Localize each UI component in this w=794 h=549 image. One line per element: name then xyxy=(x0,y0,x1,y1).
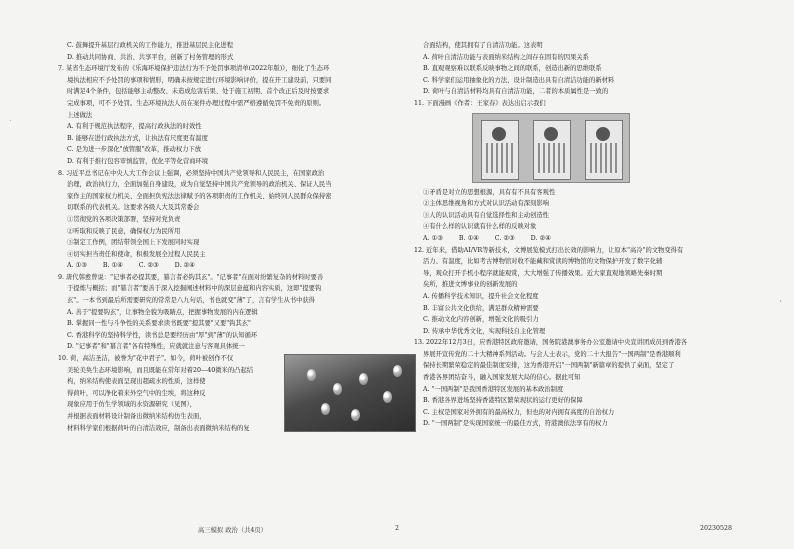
option-line: C. 是为进一步深化"放管服"改革，推动权力下放 xyxy=(67,146,202,154)
question-12 xyxy=(414,245,771,338)
question-line: 13. 2022年12月3日，应香港特区政府邀请，国务院港澳事务办公室邀请中央宣讲团成员到香港各 xyxy=(414,339,688,347)
circled-option: ④有什么样的认识就有什么样的反映对象 xyxy=(423,223,537,231)
question-line: 时满足4个条件，包括能够主动整改、未造成危害后果、处于施工初期、首个改正后及时按要求 xyxy=(67,88,330,96)
question-line: 并根据表面材料设计制备出微纳米结构仿生表面， xyxy=(67,413,206,420)
question-line: 12. 近年来，借助AI/VR等新技术，文博展览模式打出长效的影响力，让原本"高冷"的文物变得有 xyxy=(414,246,684,254)
question-line: 境执法相应不予处罚的事项和情形，明确未按规定进行环境影响评价，提在开工建设前，只要同 xyxy=(67,76,332,84)
right-column xyxy=(414,40,771,430)
circled-option: ①贯彻党的各项决策部署，坚持对党负责 xyxy=(67,215,181,223)
cartoon-panel xyxy=(585,120,623,180)
question-line: 治理，政治执行力，全面加强自身建设，成为自觉坚持中国共产党领导的政治机关、保证人民当 xyxy=(67,181,332,189)
question-11 xyxy=(414,98,771,245)
option-line: A. 传播科学技术知识，提升社会文化程度 xyxy=(423,292,539,300)
cartoon-panel xyxy=(481,120,519,180)
option-line: A. 荷叶自清洁功能与表面纳米结构之间存在固有的因果关系 xyxy=(423,53,589,61)
question-line: 9. 唐代韩愈曾说："记事者必提其要，纂言者必钩其玄"。"记事者"在面对纷繁复杂的材料时要善 xyxy=(58,273,324,281)
question-line: 现象应用于仿生学领域的水资源研究（见图）， xyxy=(67,401,197,409)
lotus-leaf-photo xyxy=(284,354,416,432)
page-number: 2 xyxy=(395,525,400,532)
option-line: B. 直观观察难以联系反映事物之间的联系，创造出新的思维联系 xyxy=(423,65,602,73)
option-line: A. "一国两制"是我国香港特区发展的基本政治制度 xyxy=(423,385,564,393)
question-10 xyxy=(58,353,415,434)
question-9 xyxy=(58,272,415,353)
footer-exam-label: 高三模拟 政治（共4页） xyxy=(198,527,267,534)
option-line: B. 丰富公共文化供给，满足群众精神需要 xyxy=(423,304,539,312)
circled-option: ①矛盾是对立的思想根源，具有有不具有客观性 xyxy=(423,188,556,196)
answer-choices: A. ①③ B. ①④ C. ②③ D. ②④ xyxy=(423,234,551,242)
question-line: 于提炼与概括；而"纂言者"要善于深入挖掘阐述材料中的深层意蕴和内容实质，这即"提要钩 xyxy=(67,285,322,293)
option-line: D. "一国两制"是实现国家统一的最佳方式，符港澳依法享有的权力 xyxy=(423,420,608,428)
left-column xyxy=(58,40,415,434)
question-7 xyxy=(58,63,415,167)
question-line: 家作主的国家权力机关、全面担负宪法法律赋予的各项职责的工作机关、始终同人民群众保持密 xyxy=(67,192,332,200)
question-line: 10. 荷，高洁圣洁，被誉为"花中君子"。如今，荷叶被创作不仅 xyxy=(58,355,234,363)
question-line: 材料科学家们根据荷叶的自清洁效应，制备出表面微纳米结构的复 xyxy=(67,424,250,432)
question-line: 香港各界团结奋斗，融入国家发展大局的信心。据此可知 xyxy=(423,374,581,382)
circled-option: ②主体思维视角和方式对认识活动有深刻影响 xyxy=(423,200,549,208)
question-13 xyxy=(414,337,771,430)
question-line: 上述做法 xyxy=(67,111,93,119)
question-line: 导，观众打开手机小程序就能观赏，大大增强了传播效果。近大家直观地领略先秦时期 xyxy=(423,269,663,277)
question-line: 玄"。一本书到最后所需要研究的常常是八九句话，书也就变"薄"了，言有学生从书中获得 xyxy=(67,297,315,305)
option-line: D. 传承中华优秀文化，实现科技自主化管理 xyxy=(423,327,546,335)
option-line: C. 鼓舞提升基层行政机关的工作能力，推进基层民主化进程 xyxy=(67,42,234,49)
option-line: D. 荷叶与自清洁材料均具有自清洁功能，二者的本质属性是一致的 xyxy=(423,88,609,96)
footer-code: 20230528 xyxy=(700,525,733,532)
option-line: A. 有利于规范执法程序，提高行政执法的时效性 xyxy=(67,123,202,131)
cartoon-panel xyxy=(533,120,571,180)
question-8 xyxy=(58,168,415,272)
circled-option: ④切实担当责任和使命，积极发展全过程人民民主 xyxy=(67,250,206,258)
question-line: 美轮美奂生态环境影响，而且既能在常年对着20—40微米的凸起结 xyxy=(67,366,254,374)
question-line: 得荷叶，可以净化着来外空气中的尘埃，将这种反 xyxy=(67,389,206,397)
circled-option: ③制定工作例，团结带领全国上下发展同时实现 xyxy=(67,239,200,247)
cartoon-image xyxy=(472,113,630,183)
option-line: D. 有利于推行包容审慎监管，优化平等化营商环境 xyxy=(67,157,209,165)
question-line: 11. 下面漫画《作者：王家春》表达出启示我们 xyxy=(414,99,546,107)
option-line: D. 推动共同协商、共治、共享平台，创新了村务管理的形式 xyxy=(67,53,234,61)
question-line: 构，纳米结构使表面呈现出超疏水的性质，这样使 xyxy=(67,378,206,386)
option-line: D. "记事者"和"纂言者"各有特殊性，应就就注意与客观具体统一 xyxy=(67,343,245,351)
option-line: C. 香港科学的坚持科学性，读书总是要经历由"厚"到"薄"的认知循环 xyxy=(67,331,258,339)
question-line: 8. 习近平总书记在中央人大工作会议上强调，必须坚持中国共产党领导和人民民主，在国家政治 xyxy=(58,169,325,177)
option-line: B. 能够在进行政执法方式，让执法有尺度更有温度 xyxy=(67,134,208,142)
question-line: 切联系的代表机关。这要求各级人大及其常委会 xyxy=(67,204,200,212)
question-10-text xyxy=(58,353,278,423)
option-line: A. 善于"提要钩玄"，让事物全貌为吸睛点，把握事物发展的内在逻辑 xyxy=(67,308,258,316)
option-line: C. 主权是国家对外拥有的最高权力，但也的对内拥有高度的自治权力 xyxy=(423,408,615,416)
circled-option: ③人的认识活动具有自觉选择性和主动创造性 xyxy=(423,211,549,219)
option-line: B. 香港各界进场坚持香港特区繁荣现状的运行更好的保障 xyxy=(423,397,583,405)
question-line: 矣所，推进文博事业的创新发展的 xyxy=(423,281,518,289)
question-line: 7. 某省生态环境厅发布的《乐海环境保护违法行为不予处罚事项清单(2022年版)》，细化了生态环 xyxy=(58,65,330,73)
question-line: 合面结构，使其拥有了自清洁功能。这表明 xyxy=(423,42,543,49)
option-line: B. 掌握同一性与斗争性的关系要求读书既要"提其要"又要"钩其玄" xyxy=(67,320,251,328)
option-line: C. 科学家们运用抽象化的方法，设计制造出具有自清洁功能的新材料 xyxy=(423,76,615,84)
question-line: 完成事项，可不予处罚。生态环境执法人员在案件办理过程中需严格遵循免罚不免责的原则。 xyxy=(67,99,326,107)
question-line: 保持长期繁荣稳定的最佳制度安排，这为香港开启"一国两制"新篇章的提供了桌面，坚定了 xyxy=(423,362,675,370)
answer-choices: A. ①③ B. ①④ C. ②③ D. ②④ xyxy=(67,262,195,270)
option-block-top xyxy=(58,40,415,63)
circled-option: ②听取和反映了民意，确保权力为民所用 xyxy=(67,227,181,235)
option-line: C. 推动文化内容创新，增强文化的吸引力 xyxy=(423,316,539,324)
question-line: 活力、有温度，比如考古博物馆对收不能藏和赏读的博物馆的文物保护开发了数字化辅 xyxy=(423,258,663,266)
question-line: 界展开宣传党的二十大精神系列活动。与会人士表示，党的二十大报告"一国两制"是香港顺利 xyxy=(423,350,681,358)
